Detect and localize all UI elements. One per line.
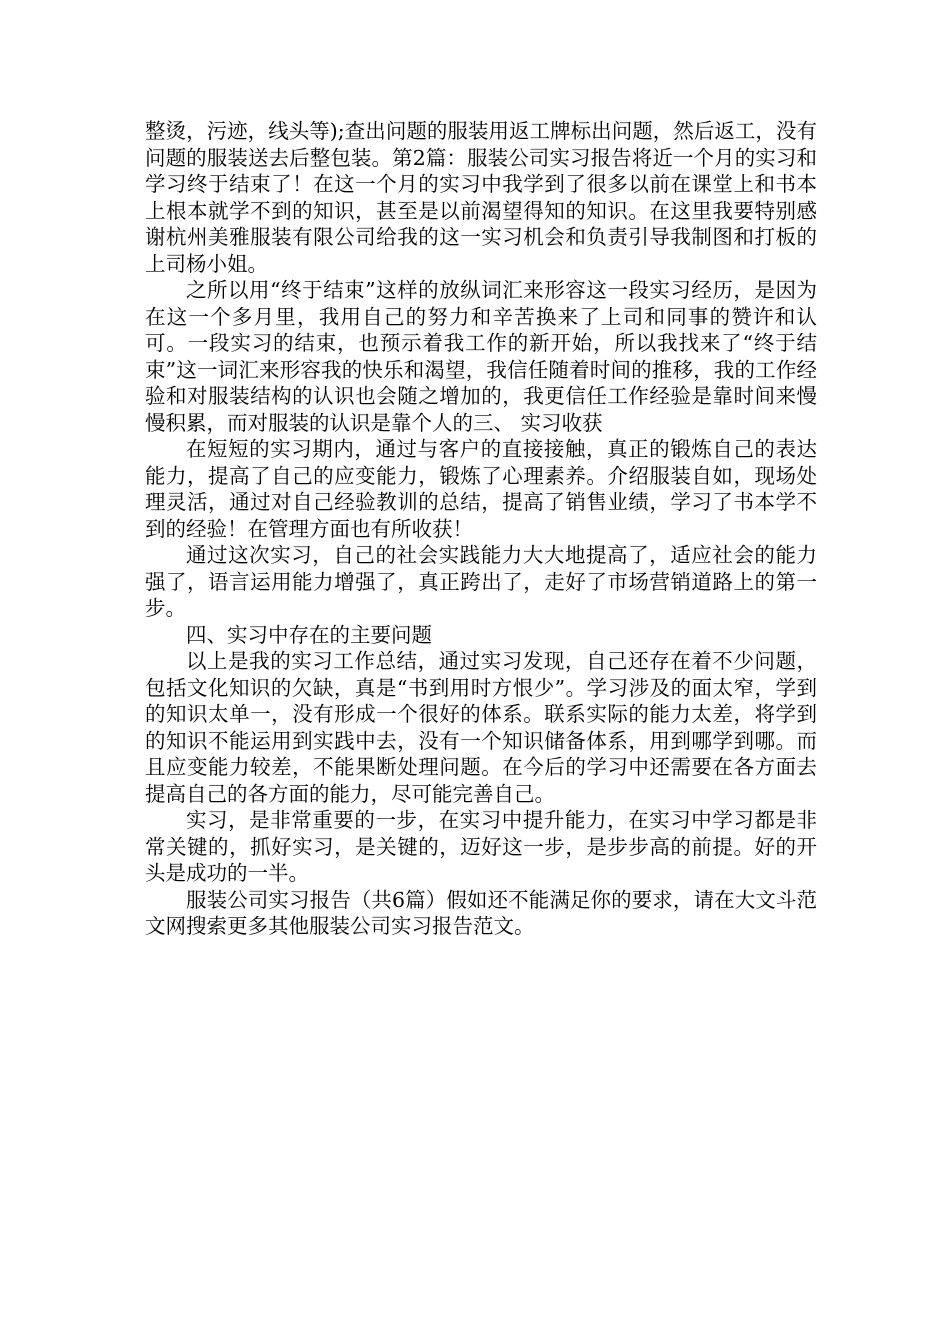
paragraph: 通过这次实习，自己的社会实践能力大大地提高了，适应社会的能力强了，语言运用能力增强了，真正跨出了，走好了市场营销道路上的第一步。	[145, 543, 817, 620]
document-body	[145, 118, 817, 940]
paragraph: 在短短的实习期内，通过与客户的直接接触，真正的锻炼自己的表达能力，提高了自己的应变能力，锻炼了心理素养。介绍服装自如，现场处理灵活，通过对自己经验教训的总结，提高了销售业绩，学习了书本学不到的经验！在管理方面也有所收获！	[145, 437, 817, 541]
paragraph: 整烫，污迹，线头等);查出问题的服装用返工牌标出问题，然后返工，没有问题的服装送去后整包装。第2篇：服装公司实习报告将近一个月的实习和学习终于结束了！在这一个月的实习中我学到了很多以前在课堂上和书本上根本就学不到的知识，甚至是以前渴望得知的知识。在这里我要特别感谢杭州美雅服装有限公司给我的这一实习机会和负责引导我制图和打板的上司杨小姐。	[145, 119, 817, 276]
paragraph: 服装公司实习报告（共6篇）假如还不能满足你的要求，请在大文斗范文网搜索更多其他服装公司实习报告范文。	[145, 887, 817, 938]
paragraph: 以上是我的实习工作总结，通过实习发现，自己还存在着不少问题，包括文化知识的欠缺，真是“书到用时方恨少”。学习涉及的面太窄，学到的知识太单一，没有形成一个很好的体系。联系实际的能力太差，将学到的知识不能运用到实践中去，没有一个知识储备体系，用到哪学到哪。而且应变能力较差，不能果断处理问题。在今后的学习中还需要在各方面去提高自己的各方面的能力，尽可能完善自己。	[145, 649, 817, 806]
paragraph: 之所以用“终于结束”这样的放纵词汇来形容这一段实习经历，是因为在这一个多月里，我用自己的努力和辛苦换来了上司和同事的赞许和认可。一段实习的结束，也预示着我工作的新开始，所以我找来了“终于结束”这一词汇来形容我的快乐和渴望，我信任随着时间的推移，我的工作经验和对服装结构的认识也会随之增加的，我更信任工作经验是靠时间来慢慢积累，而对服装的认识是靠个人的三、 实习收获	[145, 278, 817, 435]
paragraph: 实习，是非常重要的一步，在实习中提升能力，在实习中学习都是非常关键的，抓好实习，是关键的，迈好这一步，是步步高的前提。好的开头是成功的一半。	[145, 808, 817, 885]
section-heading: 四、实习中存在的主要问题	[186, 622, 432, 647]
